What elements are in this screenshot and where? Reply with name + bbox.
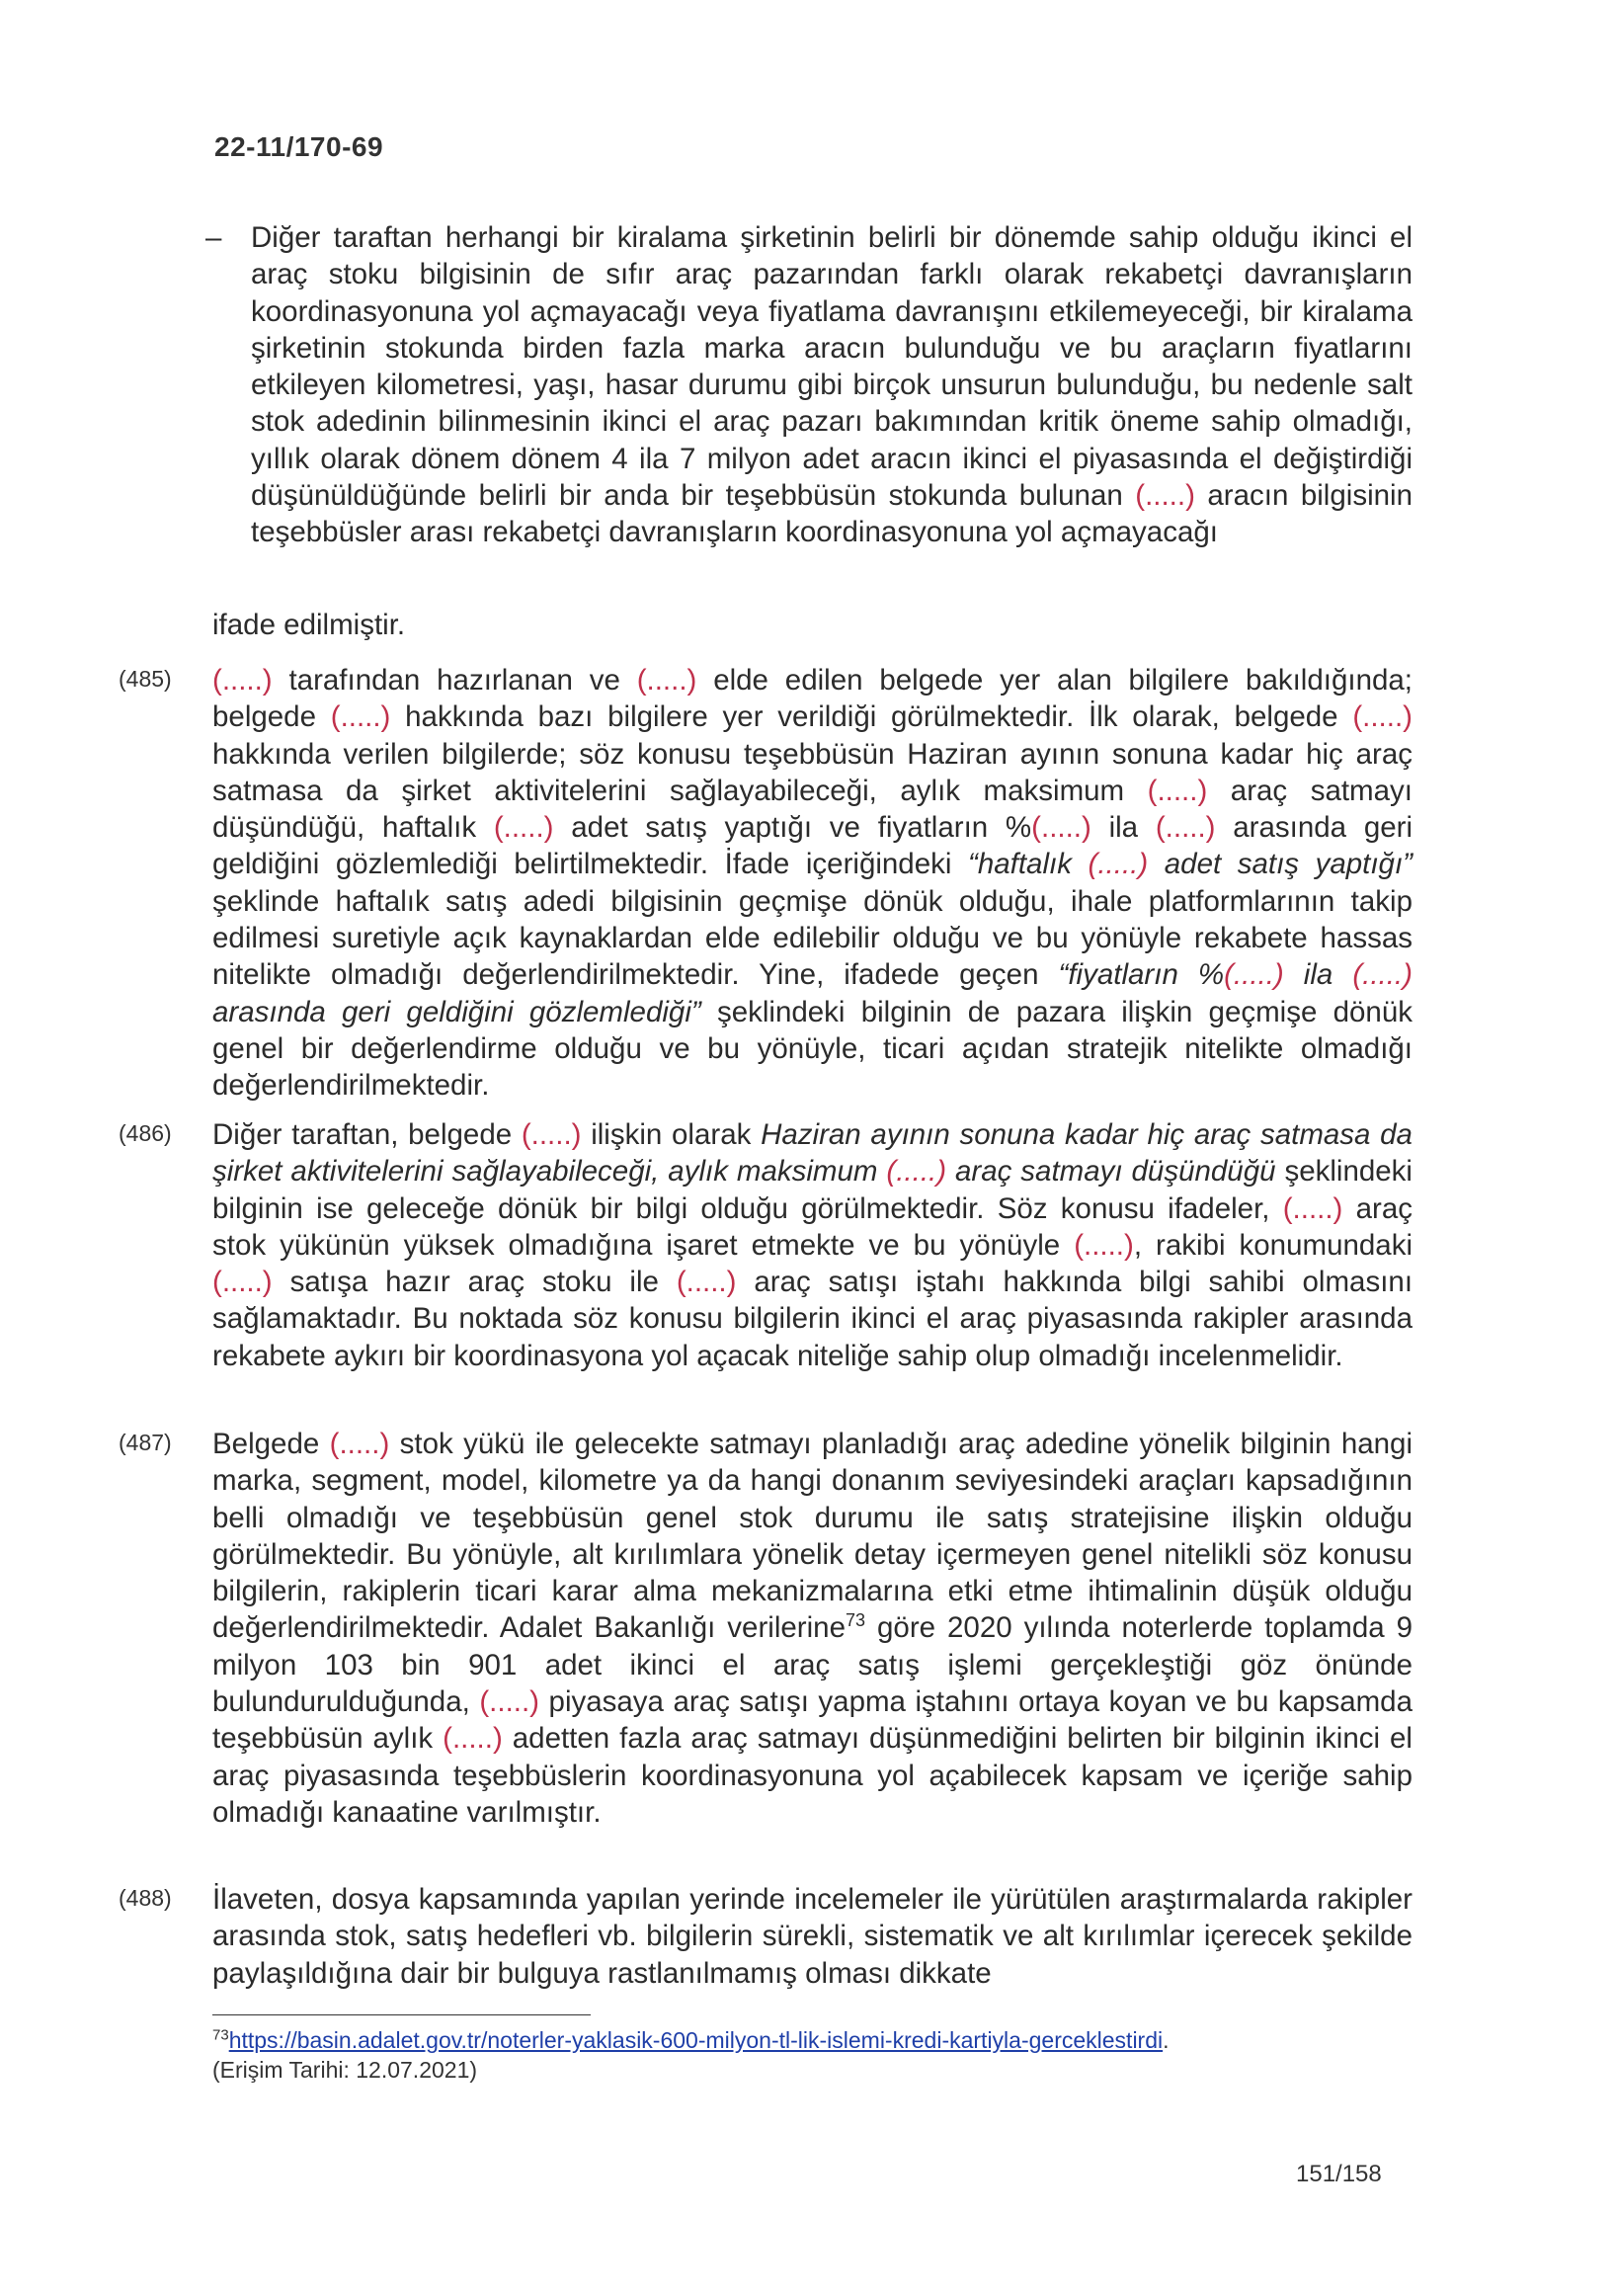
paragraph-body: Diğer taraftan, belgede (.....) ilişkin olarak Haziran ayının sonuna kadar hiç araç satmasa da şirket aktivitelerini sağlayabileceği, aylık maksimum (.....) araç satmayı düşündüğü şeklindeki bilginin ise geleceğe dönük bir bilgi olduğu görülmektedir. Söz konusu ifadeler, (.....) araç stok yükünün yüksek olmadığına işaret etmekte ve bu yönüyle (.....), rakibi konumundaki (.....) satışa hazır araç stoku ile (.....) araç satışı iştahı hakkında bilgi sahibi olmasını sağlamaktadır. Bu noktada söz konusu bilgilerin ikinci el araç piyasasında rakipler arasında rekabete aykırı bir koordinasyona yol açacak niteliğe sahip olup olmadığı incelenmelidir. [212, 1118, 1413, 1372]
footnote-link[interactable]: https://basin.adalet.gov.tr/noterler-yaklasik-600-milyon-tl-lik-islemi-kredi-kartiyla-gerceklestirdi [228, 2027, 1164, 2053]
document-number: 22-11/170-69 [214, 131, 384, 162]
paragraph-body: Belgede (.....) stok yükü ile gelecekte satmayı planladığı araç adedine yönelik bilginin hangi marka, segment, model, kilometre ya da hangi donanım seviyesindeki araçları kapsadığının belli olmadığı ve teşebbüsün genel stok durumu ile satış stratejisine ilişkin olduğu görülmektedir. Bu yönüyle, alt kırılımlara yönelik detay içermeyen genel nitelikli söz konusu bilgilerin, rakiplerin ticari karar alma mekanizmalarına etki etme ihtimalinin düşük olduğu değerlendirilmektedir. Adalet Bakanlığı verilerine$^{73}$ göre 2020 yılında noterlerde toplamda 9 milyon 103 bin 901 adet ikinci el araç satış işlemi gerçekleştiği göz önünde bulundurulduğunda, (.....) piyasaya araç satışı yapma iştahını ortaya koyan ve bu kapsamda teşebbüsün aylık (.....) adetten fazla araç satmayı düşünmediğini belirten bir bilginin ikinci el araç piyasasında teşebbüslerin koordinasyonuna yol açabilecek kapsam ve içeriğe sahip olmadığı kanaatine varılmıştır. [212, 1428, 1413, 1829]
paragraph-body: (.....) tarafından hazırlanan ve (.....) elde edilen belgede yer alan bilgilere bakıldığında; belgede (.....) hakkında bazı bilgilere yer verildiği görülmektedir. İlk olarak, belgede (.....) hakkında verilen bilgilerde; söz konusu teşebbüsün Haziran ayının sonuna kadar hiç araç satmasa da şirket aktivitelerini sağlayabileceği, aylık maksimum (.....) araç satmayı düşündüğü, haftalık (.....) adet satış yaptığı ve fiyatların %(.....) ila (.....) arasında geri geldiğini gözlemlediği belirtilmektedir. İfade içeriğindeki “haftalık (.....) adet satış yaptığı” şeklinde haftalık satış adedi bilgisinin geçmişe dönük olduğu, ihale platformlarının takip edilmesi suretiyle açık kaynaklardan elde edilebilir olduğu ve bu yönüyle rekabete hassas nitelikte olmadığı değerlendirilmektedir. Yine, ifadede geçen “fiyatların %(.....) ila (.....) arasında geri geldiğini gözlemlediği” şeklindeki bilginin de pazara ilişkin geçmişe dönük genel bir değerlendirme olduğu ve bu yönüyle, ticari açıdan stratejik nitelikte olmadığı değerlendirilmektedir. [212, 664, 1413, 1103]
bullet-text: Diğer taraftan herhangi bir kiralama şirketinin belirli bir dönemde sahip olduğu ikinci el araç stoku bilgisinin de sıfır araç pazarından farklı olarak rekabetçi davranışların koordinasyonuna yol açmayacağı veya fiyatlama davranışını etkilemeyeceği, bir kiralama şirketinin stokunda birden fazla marka aracın bulunduğu ve bu araçların fiyatlarını etkileyen kilometresi, yaşı, hasar durumu gibi birçok unsurun bulunduğu, bu nedenle salt stok adedinin bilinmesinin ikinci el araç pazarı bakımından kritik öneme sahip olmadığı, yıllık olarak dönem dönem 4 ila 7 milyon adet aracın ikinci el piyasasında el değiştirdiği düşünüldüğünde belirli bir anda bir teşebbüsün stokunda bulunan (.....) aracın bilgisinin teşebbüsler arası rekabetçi davranışların koordinasyonuna yol açmayacağı [251, 221, 1413, 549]
page-number: 151/158 [1296, 2161, 1382, 2187]
footnote-number: 73 [212, 2026, 229, 2044]
paragraph-number: (485) [119, 666, 172, 692]
footnote-access-date: (Erişim Tarihi: 12.07.2021) [212, 2057, 478, 2083]
paragraph-number: (488) [119, 1885, 172, 1911]
footnote-ref: 73 [846, 1610, 866, 1631]
dash-bullet: – [205, 221, 222, 254]
paragraph-number: (486) [119, 1120, 172, 1146]
closing-text: ifade edilmiştir. [212, 609, 406, 641]
footnote-divider [212, 2014, 591, 2015]
footnote: $^{73}$https://basin.adalet.gov.tr/noterler-yaklasik-600-milyon-tl-lik-islemi-kredi-kartiyla-gerceklestirdi. (Erişim Tarihi: 12.07.2021) [212, 2026, 1170, 2083]
paragraph-body: İlaveten, dosya kapsamında yapılan yerinde incelemeler ile yürütülen araştırmalarda rakipler arasında stok, satış hedefleri vb. bilgilerin sürekli, sistematik ve alt kırılımlar içerecek şekilde paylaşıldığına dair bir bulguya rastlanılmamış olması dikkate [212, 1883, 1413, 1990]
paragraph-number: (487) [119, 1430, 172, 1455]
redaction: (.....) [1135, 479, 1195, 513]
